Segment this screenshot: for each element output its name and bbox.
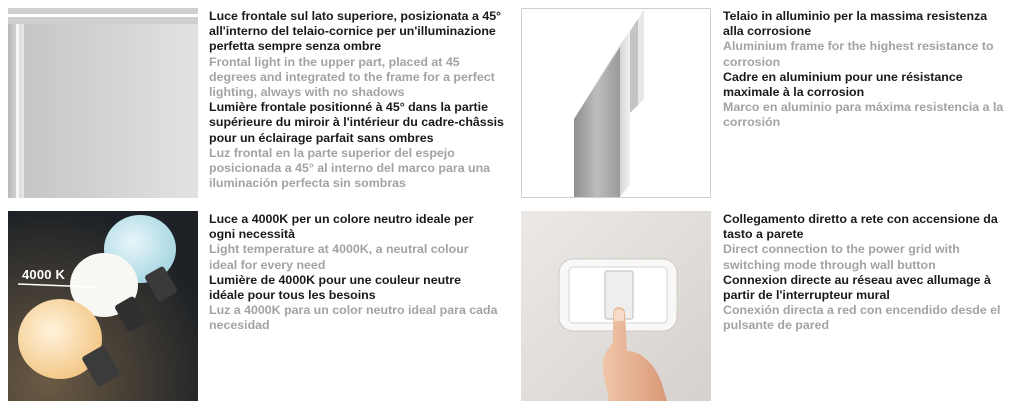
aluminium-frame-description: [723, 9, 1008, 131]
color-temperature-text-fr: Lumière de 4000K pour une couleur neutre idéale pour tous les besoins: [209, 272, 462, 303]
wall-switch-text-it: Collegamento diretto a rete con accensione da tasto a parete: [723, 212, 998, 242]
wall-switch-illustration: [521, 211, 711, 401]
light-bulbs-illustration: [8, 211, 198, 401]
wall-switch-text-fr: Connexion directe au réseau avec allumage à partir de l'interrupteur mural: [723, 272, 991, 303]
wall-switch-description: [723, 212, 1008, 334]
color-temperature-label: 4000 K: [22, 267, 66, 282]
front-light-description: [209, 9, 509, 191]
aluminium-profile-image: [521, 8, 711, 198]
wall-switch-text-es: Conexión directa a red con encendido desde el pulsante de pared: [723, 303, 1001, 333]
aluminium-frame-text-en: Aluminium frame for the highest resistance to corrosion: [723, 39, 994, 69]
wall-switch-image: [521, 211, 711, 401]
wall-switch-text-en: Direct connection to the power grid with switching mode through wall button: [723, 242, 960, 272]
mirror-frame-image: [8, 8, 198, 198]
front-light-text-en: Frontal light in the upper part, placed at 45 degrees and integrated to the frame for a perfect lighting, always with no shadows: [209, 54, 495, 100]
color-temperature-description: [209, 212, 499, 334]
aluminium-frame-text-es: Marco en aluminio para máxima resistencia a la corrosión: [723, 100, 1004, 130]
front-light-text-fr: Lumière frontale positionné à 45° dans la partie supérieure du miroir à l'intérieur du cadre-châssis pour un éclairage parfait sans ombres: [209, 100, 504, 145]
color-temperature-text-en: Light temperature at 4000K, a neutral colour ideal for every need: [209, 242, 469, 272]
front-light-text-it: Luce frontale sul lato superiore, posizionata a 45° all'interno del telaio-cornice per un'illuminazione perfetta sempre senza ombre: [209, 9, 502, 54]
color-temperature-text-es: Luz a 4000K para un color neutro ideal para cada necesidad: [209, 303, 498, 333]
front-light-text-es: Luz frontal en la parte superior del espejo posicionada a 45° al interno del marco para una iluminación perfecta sin sombras: [209, 145, 491, 191]
aluminium-frame-text-fr: Cadre en aluminium pour une résistance maximale à la corrosion: [723, 69, 963, 100]
aluminium-profile-illustration: [522, 9, 710, 197]
mirror-frame-illustration: [8, 8, 198, 198]
color-temperature-text-it: Luce a 4000K per un colore neutro ideale per ogni necessità: [209, 212, 474, 242]
aluminium-frame-text-it: Telaio in alluminio per la massima resistenza alla corrosione: [723, 9, 988, 39]
light-bulbs-image: [8, 211, 198, 401]
